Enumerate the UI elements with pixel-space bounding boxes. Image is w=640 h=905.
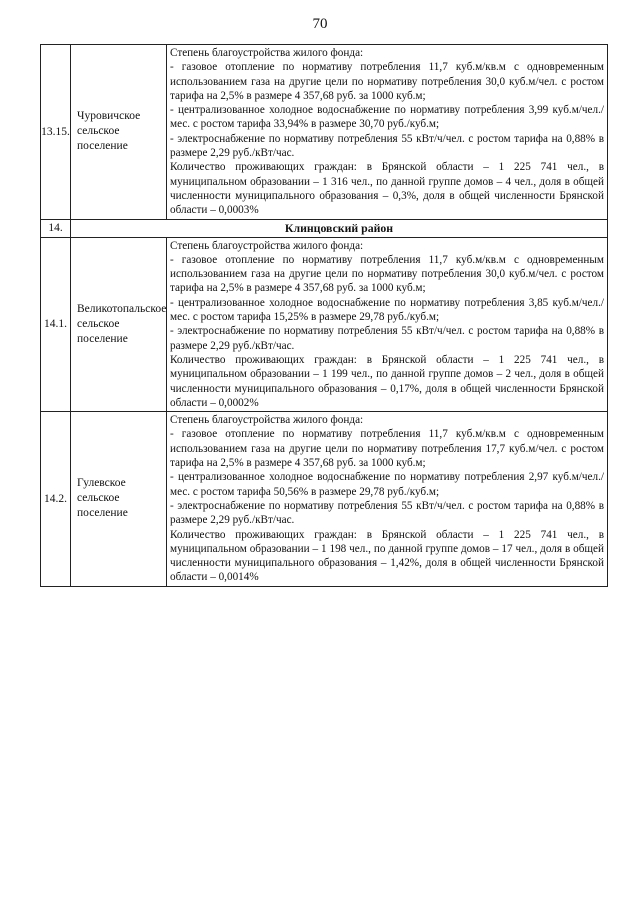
power-tariff-text: - электроснабжение по нормативу потребления 55 кВт/ч/чел. с ростом тарифа на 0,88% в размере 2,29 руб./кВт/час. [170,132,604,160]
row-number: 14.1. [41,237,71,412]
tariff-table [40,44,608,587]
residents-text: Количество проживающих граждан: в Брянской области – 1 225 741 чел., в муниципальном образовании – 1 198 чел., по данной группе домов – 17 чел., доля в общей численности муниципального образования – 1,42%, доля в общей численности Брянской области – 0,0014% [170,528,604,584]
water-tariff-text: - централизованное холодное водоснабжение по нормативу потребления 3,99 куб.м/чел./мес. с ростом тарифа 33,94% в размере 30,70 руб./куб.м; [170,104,604,131]
power-tariff-text: - электроснабжение по нормативу потребления 55 кВт/ч/чел. с ростом тарифа на 0,88% в размере 2,29 руб./кВт/час. [170,499,604,527]
description-cell [167,412,608,587]
table-row [41,45,608,220]
page-number: 70 [312,16,328,32]
residents-text: Количество проживающих граждан: в Брянской области – 1 225 741 чел., в муниципальном образовании – 1 316 чел., по данной группе домов – 4 чел., доля в общей численности муниципального образования – 0,3%, доля в общей численности Брянской области – 0,0003% [170,161,604,217]
water-tariff-text: - централизованное холодное водоснабжение по нормативу потребления 3,85 куб.м/чел./мес. с ростом тарифа 15,25% в размере 29,78 руб./куб.м; [170,296,604,324]
district-number: 14. [41,219,71,237]
residents-text: Количество проживающих граждан: в Брянской области – 1 225 741 чел., в муниципальном образовании – 1 199 чел., по данной группе домов – 2 чел., доля в общей численности муниципального образования – 0,17%, доля в общей численности Брянской области – 0,0002% [170,353,604,409]
gas-tariff-text: - газовое отопление по нормативу потребления 11,7 куб.м/кв.м с одновременным использованием газа на другие цели по нормативу потребления 30,0 куб.м/чел. с ростом тарифа на 2,5% в размере 4 357,68 руб. за 1000 куб.м; [170,61,604,102]
description-cell [167,45,608,220]
intro-text: Степень благоустройства жилого фонда: [170,239,364,252]
table-row [41,237,608,412]
row-number: 13.15. [41,45,71,220]
row-number: 14.2. [41,412,71,587]
district-row [41,219,608,237]
description-cell [167,237,608,412]
power-tariff-text: - электроснабжение по нормативу потребления 55 кВт/ч/чел. с ростом тарифа на 0,88% в размере 2,29 руб./кВт/час. [170,325,604,352]
water-tariff-text: - централизованное холодное водоснабжение по нормативу потребления 2,97 куб.м/чел./мес. с ростом тарифа 50,56% в размере 29,78 руб./куб.м; [170,471,604,498]
gas-tariff-text: - газовое отопление по нормативу потребления 11,7 куб.м/кв.м с одновременным использованием газа на другие цели по нормативу потребления 17,7 куб.м/чел. с ростом тарифа на 2,5% в размере 4 357,68 руб. за 1000 куб.м; [170,428,604,470]
settlement-name: Чуровичское сельское поселение [71,45,167,220]
district-title: Клинцовский район [71,219,608,237]
intro-text: Степень благоустройства жилого фонда: [170,414,364,427]
settlement-name: Великотопальское сельское поселение [71,237,167,412]
gas-tariff-text: - газовое отопление по нормативу потребления 11,7 куб.м/кв.м с одновременным использованием газа на другие цели по нормативу потребления 30,0 куб.м/чел. с ростом тарифа на 2,5% в размере 4 357,68 руб. за 1000 куб.м; [170,253,604,295]
table-row [41,412,608,587]
intro-text: Степень благоустройства жилого фонда: [170,47,364,59]
settlement-name: Гулевское сельское поселение [71,412,167,587]
